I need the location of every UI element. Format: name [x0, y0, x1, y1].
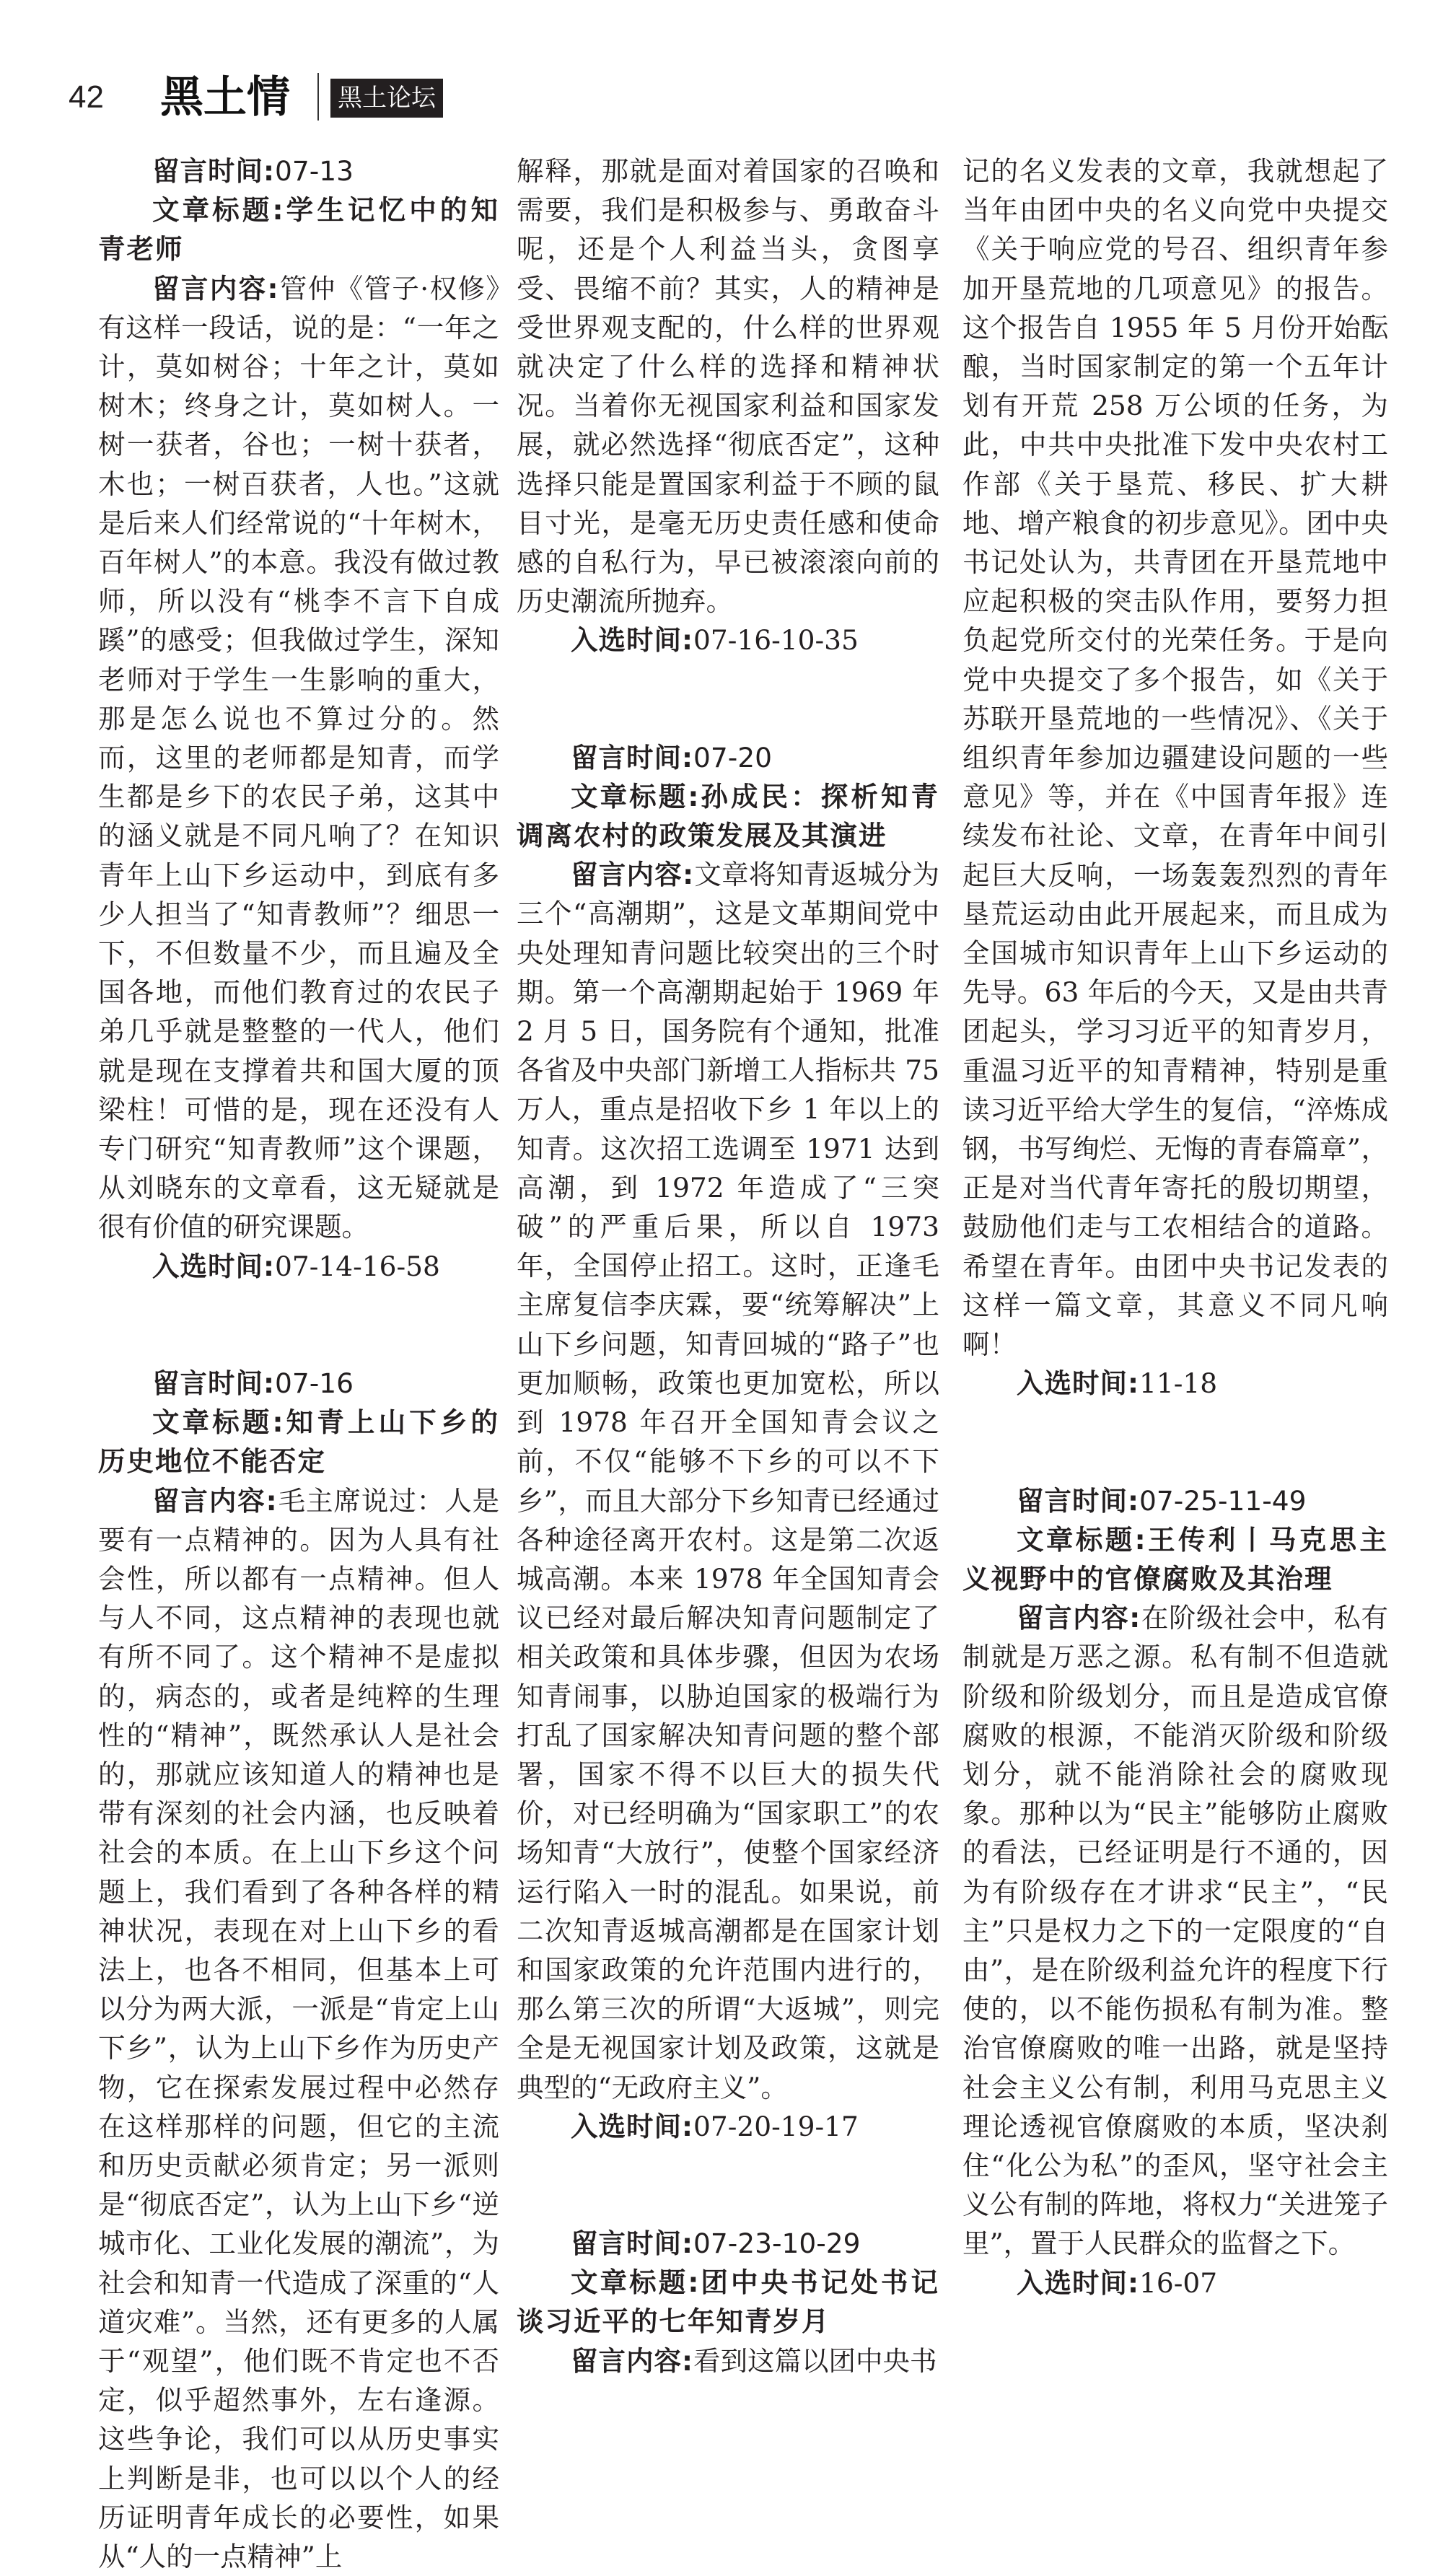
selected-time-row — [517, 2107, 939, 2146]
article-title-row — [962, 1520, 1388, 1598]
section-badge: 黑土论坛 — [330, 79, 443, 118]
article-title-value: 知青上山下乡的历史地位不能否定 — [98, 1406, 499, 1477]
message-content-row — [98, 1481, 499, 2576]
article-title-row — [517, 2263, 939, 2341]
message-content-continued: 记的名义发表的文章，我就想起了当年由团中央的名义向党中央提交《关于响应党的号召、组织青年参加开垦荒地的几项意见》的报告。这个报告自 1955 年 5 月份开始酝酿，当时国家制定的第一个五年计划有开荒 258 万公顷的任务，为此，中共中央批准下发中央农村工作部《关于垦荒、移民、扩大耕地、增产粮食的初步意见》。团中央书记处认为，共青团在开垦荒地中应起积极的突击队作用，要努力担负起党所交付的光荣任务。于是向党中央提交了多个报告，如《关于苏联开垦荒地的一些情况》、《关于组织青年参加边疆建设问题的一些意见》等，并在《中国青年报》连续发布社论、文章，在青年中间引起巨大反响，一场轰轰烈烈的青年垦荒运动由此开展起来，而且成为全国城市知识青年上山下乡运动的先导。63 年后的今天，又是由共青团起头，学习习近平的知青岁月，重温习近平的知青精神，特别是重读习近平给大学生的复信，“淬炼成钢，书写绚烂、无悔的青春篇章”，正是对当代青年寄托的殷切期望，鼓励他们走与工农相结合的道路。 希望在青年。由团中央书记发表的这样一篇文章，其意义不同凡响啊！ — [962, 152, 1388, 1364]
message-time-value: 07-20 — [693, 742, 772, 774]
message-time-value: 07-13 — [275, 155, 354, 187]
column-right — [962, 152, 1388, 2303]
message-content-text: 看到这篇以团中央书 — [693, 2345, 937, 2377]
article-title-label: 文章标题: — [571, 781, 699, 812]
article-title-label: 文章标题: — [152, 194, 284, 226]
comment-entry — [962, 1481, 1388, 2303]
message-content-text: 毛主席说过：人是要有一点精神的。因为人具有社会性，所以都有一点精神。但人与人不同，这点精神的表现也就有所不同了。这个精神不是虚拟的，病态的，或者是纯粹的生理性的“精神”，既然承认人是社会的，那就应该知道人的精神也是带有深刻的社会内涵，也反映着社会的本质。在上山下乡这个问题上，我们看到了各种各样的精神状况，表现在对上山下乡的看法上，也各不相同，但基本上可以分为两大派，一派是“肯定上山下乡”，认为上山下乡作为历史产物，它在探索发展过程中必然存在这样那样的问题，但它的主流和历史贡献必须肯定；另一派则是“彻底否定”，认为上山下乡“逆城市化、工业化发展的潮流”，为社会和知青一代造成了深重的“人道灾难”。当然，还有更多的人属于“观望”，他们既不肯定也不否定，似乎超然事外，左右逢源。这些争论，我们可以从历史事实上判断是非，也可以以个人的经历证明青年成长的必要性，如果从“人的一点精神”上 — [98, 1485, 499, 2572]
selected-time-value: 07-14-16-58 — [275, 1250, 440, 1282]
message-content-row — [517, 2341, 939, 2380]
message-content-text: 管仲《管子·权修》有这样一段话，说的是：“一年之计，莫如树谷；十年之计，莫如树木；终身之计，莫如树人。一树一获者，谷也；一树十获者，木也；一树百获者，人也。”这就是后来人们经常说的“十年树木，百年树人”的本意。我没有做过教师，所以没有“桃李不言下自成蹊”的感受；但我做过学生，深知老师对于学生一生影响的重大，那是怎么说也不算过分的。然而，这里的老师都是知青，而学生都是乡下的农民子弟，这其中的涵义就是不同凡响了？在知识青年上山下乡运动中，到底有多少人担当了“知青教师”？细思一下，不但数量不少，而且遍及全国各地，而他们教育过的农民子弟几乎就是整整的一代人，他们就是现在支撑着共和国大厦的顶梁柱！可惜的是，现在还没有人专门研究“知青教师”这个课题，从刘晓东的文章看，这无疑就是很有价值的研究课题。 — [98, 273, 499, 1243]
message-time-row — [517, 738, 939, 777]
selected-time-row — [962, 1364, 1388, 1403]
message-content-label: 留言内容: — [571, 859, 694, 890]
message-content-continued: 解释，那就是面对着国家的召唤和需要，我们是积极参与、勇敢奋斗呢，还是个人利益当头，贪图享受、畏缩不前？其实，人的精神是受世界观支配的，什么样的世界观就决定了什么样的选择和精神状况。当着你无视国家利益和国家发展，就必然选择“彻底否定”，这种选择只能是置国家利益于不顾的鼠目寸光，是毫无历史责任感和使命感的自私行为，早已被滚滚向前的历史潮流所抛弃。 — [517, 152, 939, 621]
article-title-label: 文章标题: — [571, 2266, 699, 2298]
message-content-row — [962, 1598, 1388, 2263]
header-divider — [317, 73, 319, 121]
selected-time-value: 07-16-10-35 — [693, 624, 859, 656]
selected-time-row — [98, 1247, 499, 1286]
comment-entry — [98, 152, 499, 1286]
message-time-label: 留言时间: — [571, 2227, 693, 2259]
message-time-label: 留言时间: — [152, 1367, 275, 1399]
article-title-value: 王传利丨马克思主义视野中的官僚腐败及其治理 — [962, 1524, 1388, 1595]
comment-entry-continued — [517, 152, 939, 660]
message-content-row — [98, 269, 499, 1247]
message-time-row — [98, 1364, 499, 1403]
page-number: 42 — [69, 79, 104, 116]
selected-time-row — [517, 621, 939, 660]
selected-time-value: 16-07 — [1139, 2267, 1217, 2299]
article-title-value: 孙成民：探析知青调离农村的政策发展及其演进 — [517, 781, 939, 851]
article-title-label: 文章标题: — [152, 1406, 284, 1438]
selected-time-value: 11-18 — [1139, 1367, 1217, 1399]
article-title-value: 团中央书记处书记谈习近平的七年知青岁月 — [517, 2266, 939, 2337]
message-content-text: 在阶级社会中，私有制就是万恶之源。私有制不但造就阶级和阶级划分，而且是造成官僚腐败的根源，不能消灭阶级和阶级划分，就不能消除社会的腐败现象。那种以为“民主”能够防止腐败的看法，已经证明是行不通的，因为有阶级存在才讲求“民主”，“民主”只是权力之下的一定限度的“自由”，是在阶级利益允许的程度下行使的，以不能伤损私有制为准。整治官僚腐败的唯一出路，就是坚持社会主义公有制，利用马克思主义理论透视官僚腐败的本质，坚决刹住“化公为私”的歪风，坚守社会主义公有制的阵地，将权力“关进笼子里”，置于人民群众的监督之下。 — [962, 1602, 1388, 2259]
message-time-row — [517, 2224, 939, 2263]
comment-entry — [517, 2224, 939, 2380]
selected-time-label: 入选时间: — [1017, 2267, 1139, 2299]
message-time-label: 留言时间: — [571, 742, 693, 774]
message-time-row — [962, 1481, 1388, 1520]
message-content-text: 文章将知青返城分为三个“高潮期”，这是文革期间党中央处理知青问题比较突出的三个时期。第一个高潮期起始于 1969 年 2 月 5 日，国务院有个通知，批准各省及中央部门新增工人指标共 75 万人，重点是招收下乡 1 年以上的知青。这次招工选调至 1971 达到高潮，到 1972 年造成了“三突破”的严重后果，所以自 1973 年，全国停止招工。这时，正逢毛主席复信李庆霖，要“统筹解决”上山下乡问题，知青回城的“路子”也更加顺畅，政策也更加宽松，所以到 1978 年召开全国知青会议之前，不仅“能够不下乡的可以不下乡”，而且大部分下乡知青已经通过各种途径离开农村。这是第二次返城高潮。本来 1978 年全国知青会议已经对最后解决知青问题制定了相关政策和具体步骤，但因为农场知青闹事，以胁迫国家的极端行为打乱了国家解决知青问题的整个部署，国家不得不以巨大的损失代价，对已经明确为“国家职工”的农场知青“大放行”，使整个国家经济运行陷入一时的混乱。如果说，前二次知青返城高潮都是在国家计划和国家政策的允许范围内进行的，那么第三次的所谓“大返城”，则完全是无视国家计划及政策，这就是典型的“无政府主义”。 — [517, 859, 939, 2103]
selected-time-row — [962, 2264, 1388, 2303]
message-content-label: 留言内容: — [152, 273, 278, 305]
article-title-value: 学生记忆中的知青老师 — [98, 194, 499, 265]
article-title-row — [517, 777, 939, 855]
article-title-label: 文章标题: — [1017, 1524, 1146, 1556]
message-time-value: 07-16 — [275, 1367, 354, 1399]
message-content-label: 留言内容: — [571, 2345, 693, 2377]
column-middle — [517, 152, 939, 2380]
selected-time-label: 入选时间: — [152, 1250, 275, 1282]
column-left — [98, 152, 499, 2576]
message-time-label: 留言时间: — [152, 155, 275, 187]
article-title-row — [98, 1403, 499, 1481]
message-time-row — [98, 152, 499, 190]
message-content-label: 留言内容: — [1017, 1602, 1141, 1634]
comment-entry — [98, 1364, 499, 2576]
comment-entry-continued — [962, 152, 1388, 1403]
selected-time-label: 入选时间: — [571, 624, 693, 656]
selected-time-label: 入选时间: — [1017, 1367, 1139, 1399]
selected-time-label: 入选时间: — [571, 2111, 693, 2142]
message-content-label: 留言内容: — [152, 1485, 278, 1517]
page-header — [0, 69, 1443, 133]
comment-entry — [517, 738, 939, 2146]
message-time-value: 07-25-11-49 — [1139, 1485, 1306, 1517]
article-title-row — [98, 190, 499, 268]
message-time-label: 留言时间: — [1017, 1485, 1139, 1517]
message-time-value: 07-23-10-29 — [693, 2227, 860, 2259]
selected-time-value: 07-20-19-17 — [693, 2111, 859, 2142]
message-content-row — [517, 855, 939, 2107]
magazine-logo: 黑土情 — [160, 71, 304, 123]
